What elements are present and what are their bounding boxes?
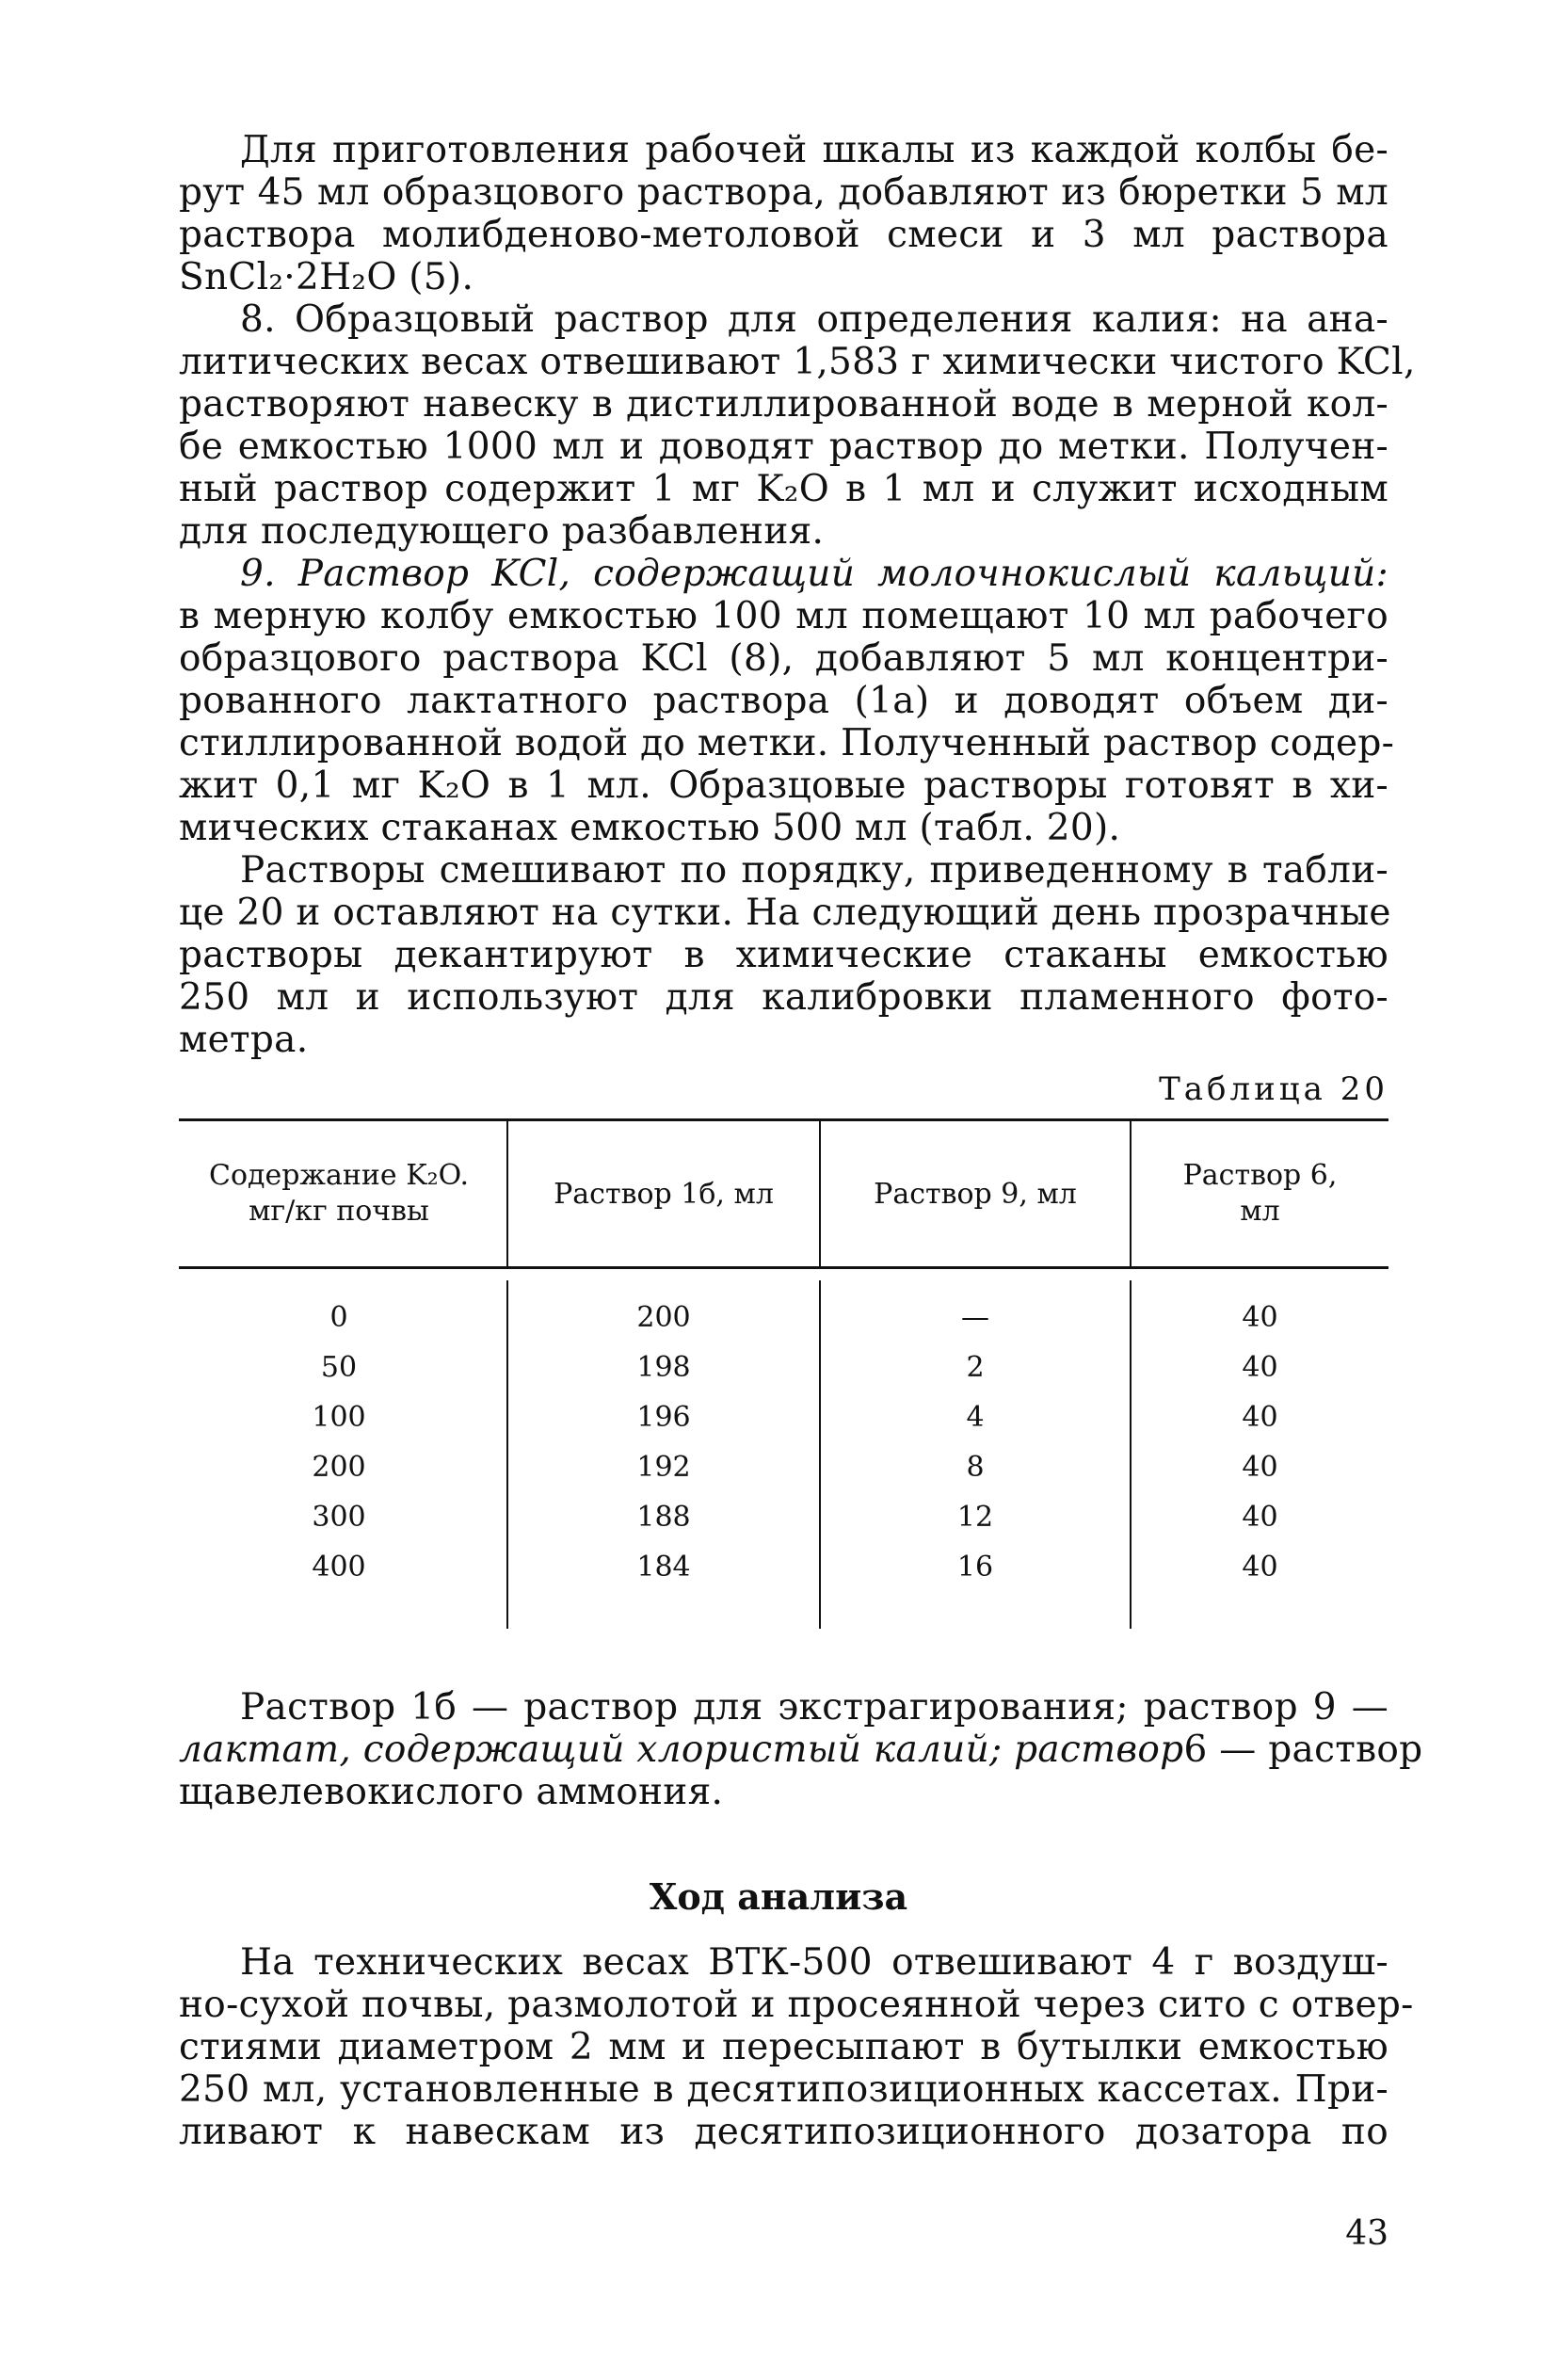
- cell-solution-6: 40: [1242, 1551, 1278, 1584]
- cell-solution-6: 40: [1242, 1401, 1278, 1434]
- cell-solution-6: 40: [1242, 1451, 1278, 1484]
- table-header-solution-9: Раствор 9, мл: [874, 1178, 1077, 1211]
- text-line: в мерную колбу емкостью 100 мл помещают 10 мл рабочего: [179, 595, 1388, 637]
- cell-k2o: 400: [312, 1551, 366, 1584]
- text-line: бе емкостью 1000 мл и доводят раствор до метки. Получен-: [179, 426, 1388, 468]
- text-line: но-сухой почвы, размолотой и просеянной через сито с отвер-: [179, 1984, 1414, 2026]
- header-line: мл: [1240, 1194, 1280, 1228]
- page-number: 43: [1345, 2214, 1388, 2253]
- text-line: стиллированной водой до метки. Полученный раствор содер-: [179, 722, 1395, 764]
- table-caption: Таблица 20: [1159, 1070, 1388, 1108]
- cell-solution-1b: 192: [636, 1451, 691, 1484]
- text-line: рованного лактатного раствора (1а) и доводят объем ди-: [179, 680, 1388, 722]
- text-line: растворяют навеску в дистиллированной воде в мерной кол-: [179, 383, 1388, 426]
- text-line: образцового раствора KCl (8), добавляют 5 мл концентри-: [179, 637, 1388, 680]
- text-line: 250 мл и используют для калибровки пламенного фото-: [179, 976, 1388, 1019]
- text-line: Растворы смешивают по порядку, приведенному в табли-: [240, 849, 1388, 892]
- cell-solution-6: 40: [1242, 1501, 1278, 1534]
- text-line: 9. Раствор KCl, содержащий молочнокислый кальций:: [240, 553, 1388, 595]
- cell-solution-9: 12: [956, 1501, 994, 1534]
- text-line: це 20 и оставляют на сутки. На следующий день прозрачные: [179, 892, 1391, 934]
- note-rest: 6 — раствор: [1183, 1729, 1423, 1771]
- text-line: стиями диаметром 2 мм и пересыпают в бутылки емкостью: [179, 2026, 1388, 2068]
- cell-k2o: 300: [312, 1501, 366, 1534]
- header-line: Раствор 6,: [1182, 1159, 1338, 1192]
- text-line: Раствор 1б — раствор для экстрагирования; раствор 9 —: [240, 1686, 1388, 1729]
- text-line: рут 45 мл образцового раствора, добавляют из бюретки 5 мл: [179, 171, 1388, 214]
- cell-solution-1b: 200: [636, 1301, 691, 1334]
- text-line: 8. Образцовый раствор для определения калия: на ана-: [240, 298, 1388, 341]
- cell-solution-6: 40: [1242, 1351, 1278, 1384]
- text-line: 250 мл, установленные в десятипозиционных кассетах. При-: [179, 2068, 1388, 2111]
- section-heading: Ход анализа: [649, 1875, 908, 1918]
- text-line: раствора молибденово-метоловой смеси и 3 мл раствора: [179, 214, 1388, 256]
- cell-solution-9: 8: [966, 1451, 985, 1484]
- text-line: мических стаканах емкостью 500 мл (табл. 20).: [179, 807, 1121, 849]
- table-top-rule: [179, 1118, 1388, 1121]
- text-line: SnCl₂·2H₂O (5).: [179, 256, 474, 298]
- note-italic: лактат, содержащий хлористый калий; раствор: [179, 1729, 1184, 1771]
- text-line: ный раствор содержит 1 мг K₂O в 1 мл и служит исходным: [179, 468, 1388, 510]
- cell-k2o: 100: [312, 1401, 366, 1434]
- cell-solution-1b: 188: [636, 1501, 691, 1534]
- text-line: [179, 1729, 1423, 1771]
- text-line: На технических весах ВТК-500 отвешивают 4 г воздуш-: [240, 1941, 1388, 1984]
- cell-solution-9: 2: [966, 1351, 985, 1384]
- text-line: для последующего разбавления.: [179, 510, 825, 553]
- text-line: ливают к навескам из десятипозиционного дозатора по: [179, 2111, 1388, 2153]
- table-header-solution-1b: Раствор 1б, мл: [554, 1178, 774, 1211]
- cell-solution-6: 40: [1242, 1301, 1278, 1334]
- text-line: растворы декантируют в химические стаканы емкостью: [179, 934, 1388, 976]
- cell-solution-1b: 198: [636, 1351, 691, 1384]
- table-header-rule: [179, 1266, 1388, 1269]
- cell-solution-9: 16: [956, 1551, 994, 1584]
- header-line: мг/кг почвы: [249, 1194, 429, 1228]
- cell-solution-9: —: [961, 1301, 989, 1334]
- cell-k2o: 50: [320, 1351, 358, 1384]
- text-line: метра.: [179, 1019, 309, 1061]
- cell-k2o: 200: [312, 1451, 366, 1484]
- cell-solution-9: 4: [966, 1401, 985, 1434]
- table-header-solution-6: [1132, 1158, 1388, 1229]
- table-header-k2o: [179, 1158, 499, 1229]
- text-line: литических весах отвешивают 1,583 г химически чистого KCl,: [179, 341, 1416, 383]
- cell-solution-1b: 184: [636, 1551, 691, 1584]
- cell-k2o: 0: [329, 1301, 348, 1334]
- text-line: жит 0,1 мг K₂O в 1 мл. Образцовые растворы готовят в хи-: [179, 764, 1388, 807]
- cell-solution-1b: 196: [636, 1401, 691, 1434]
- header-line: Содержание K₂O.: [208, 1159, 470, 1192]
- text-line: щавелевокислого аммония.: [179, 1771, 724, 1813]
- text-line: Для приготовления рабочей шкалы из каждой колбы бе-: [240, 129, 1388, 171]
